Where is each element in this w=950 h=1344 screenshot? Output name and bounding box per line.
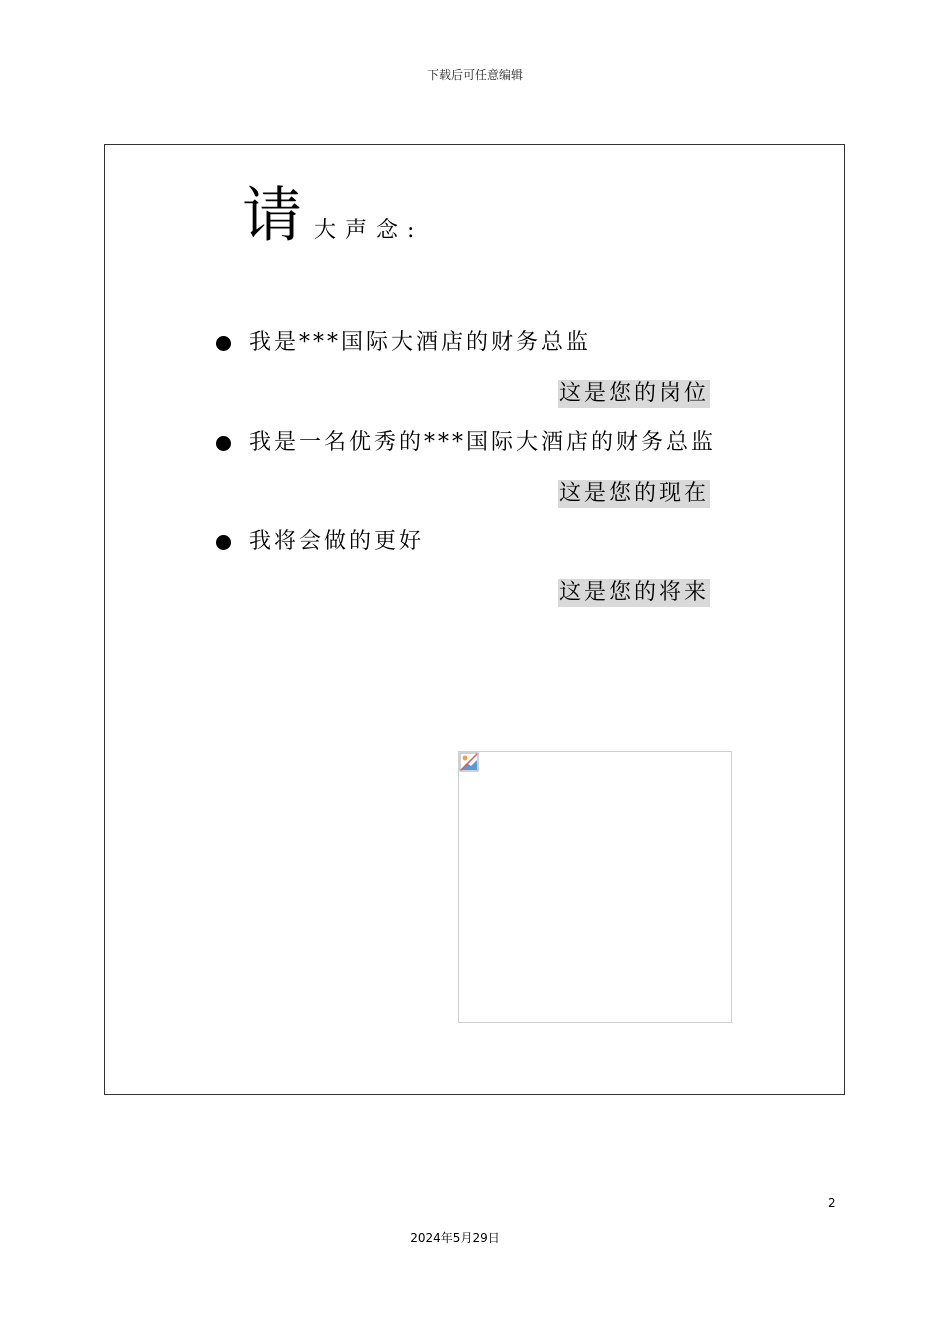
page-number: 2 bbox=[828, 1196, 836, 1210]
statement-3: 我将会做的更好 bbox=[249, 529, 425, 554]
statement-1: 我是***国际大酒店的财务总监 bbox=[249, 330, 592, 355]
statement-2: 我是一名优秀的***国际大酒店的财务总监 bbox=[249, 430, 717, 455]
image-placeholder bbox=[458, 751, 732, 1023]
footer-date: 2024年5月29日 bbox=[410, 1231, 500, 1245]
page-header: 下载后可任意编辑 bbox=[426, 68, 523, 82]
bullet-icon bbox=[216, 436, 231, 451]
bullet-icon bbox=[216, 535, 231, 550]
bullet-icon bbox=[216, 336, 231, 351]
broken-image-icon bbox=[459, 752, 479, 772]
tag-3: 这是您的将来 bbox=[559, 580, 710, 605]
tag-2: 这是您的现在 bbox=[559, 481, 710, 506]
title-subtext: 大声念: bbox=[314, 218, 424, 243]
tag-1: 这是您的岗位 bbox=[559, 381, 710, 406]
title-big-char: 请 bbox=[242, 181, 302, 251]
